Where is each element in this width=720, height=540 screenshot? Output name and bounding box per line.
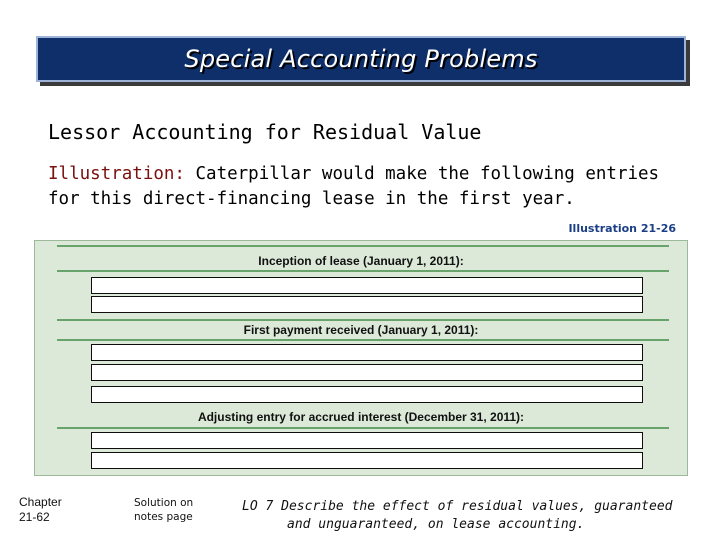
entry-box bbox=[91, 277, 643, 294]
panel-divider bbox=[57, 427, 669, 429]
entry-box bbox=[91, 344, 643, 361]
entry-box bbox=[91, 386, 643, 403]
panel-divider bbox=[57, 339, 669, 341]
section-heading-inception: Inception of lease (January 1, 2011): bbox=[258, 254, 464, 268]
entry-box bbox=[91, 452, 643, 469]
panel-divider bbox=[57, 245, 669, 247]
title-bar bbox=[36, 36, 686, 82]
footer-solution-note bbox=[134, 496, 193, 524]
panel-divider bbox=[57, 270, 669, 272]
slide-title: Special Accounting Problems bbox=[184, 45, 538, 73]
panel-divider bbox=[57, 319, 669, 321]
learning-objective-line1: LO 7 Describe the effect of residual values, guaranteed bbox=[242, 499, 673, 514]
body-text: Caterpillar would make the following entries for this direct-financing lease in the first year. bbox=[48, 164, 660, 209]
learning-objective-line2: and unguaranteed, on lease accounting. bbox=[287, 517, 585, 532]
body-lead: Illustration: bbox=[48, 164, 185, 184]
section-heading-adjusting: Adjusting entry for accrued interest (December 31, 2011): bbox=[197, 410, 525, 424]
solution-note-line1: Solution on bbox=[134, 497, 194, 509]
footer-chapter bbox=[19, 495, 62, 525]
solution-note-line2: notes page bbox=[134, 511, 193, 523]
learning-objective bbox=[242, 498, 712, 534]
slide-subtitle: Lessor Accounting for Residual Value bbox=[48, 120, 482, 144]
entry-box bbox=[91, 296, 643, 313]
entry-box bbox=[91, 432, 643, 449]
section-heading-first-payment: First payment received (January 1, 2011): bbox=[243, 323, 479, 337]
body-paragraph bbox=[48, 162, 688, 212]
chapter-number: 21-62 bbox=[19, 510, 50, 524]
journal-entry-panel bbox=[34, 240, 688, 476]
illustration-reference: Illustration 21-26 bbox=[568, 222, 676, 235]
chapter-label: Chapter bbox=[19, 495, 62, 509]
entry-box bbox=[91, 364, 643, 381]
